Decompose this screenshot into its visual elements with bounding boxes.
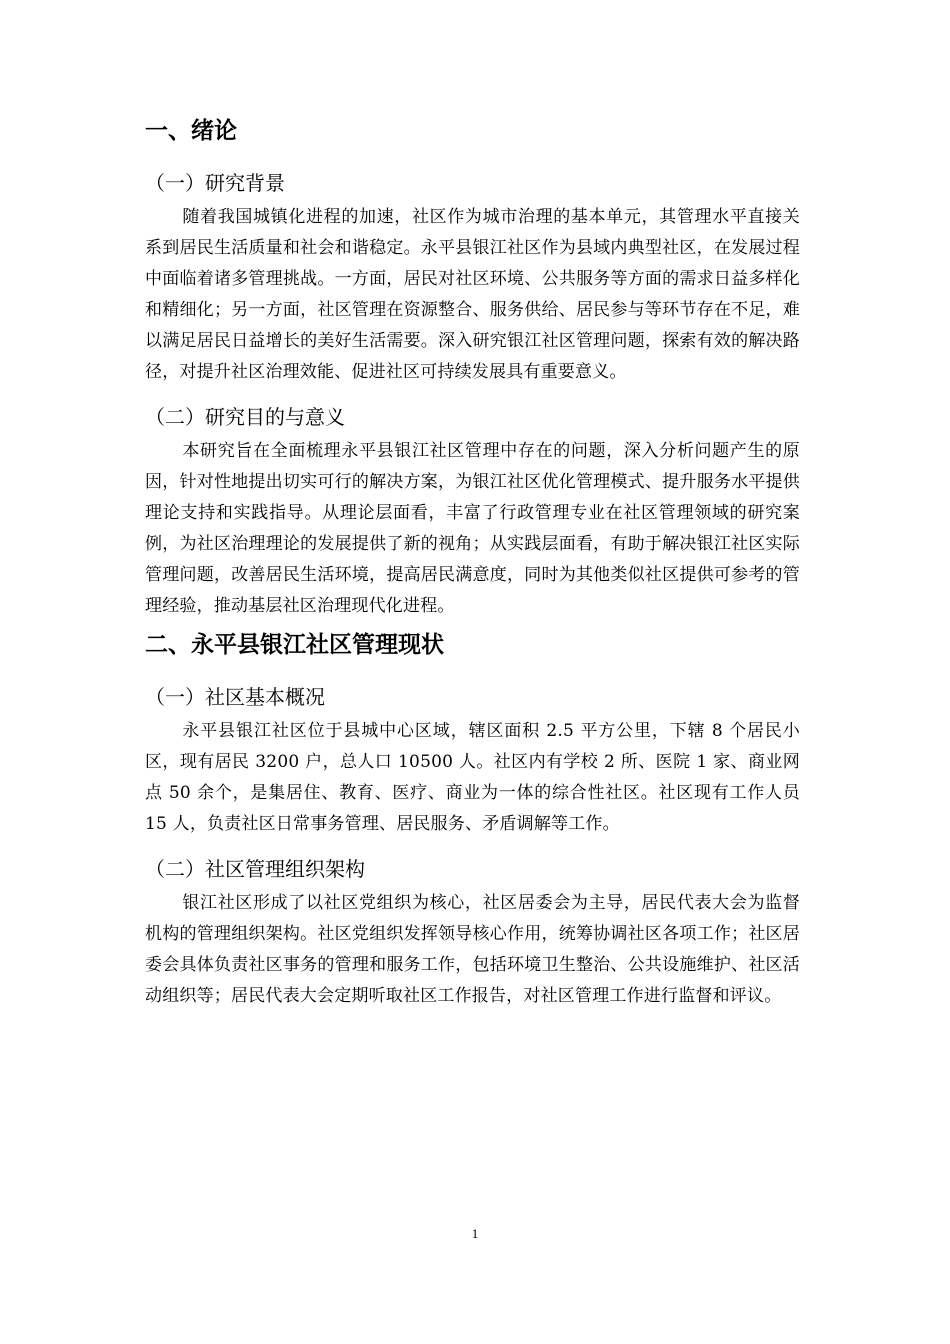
paragraph-purpose: 本研究旨在全面梳理永平县银江社区管理中存在的问题，深入分析问题产生的原因，针对性地提出切实可行的解决方案，为银江社区优化管理模式、提升服务水平提供理论支持和实践指导。从理论层面看，丰富了行政管理专业在社区管理领域的研究案例，为社区治理理论的发展提供了新的视角；从实践层面看，有助于解决银江社区实际管理问题，改善居民生活环境，提高居民满意度，同时为其他类似社区提供可参考的管理经验，推动基层社区治理现代化进程。 xyxy=(145,441,800,616)
paragraph-background: 随着我国城镇化进程的加速，社区作为城市治理的基本单元，其管理水平直接关系到居民生活质量和社会和谐稳定。永平县银江社区作为县域内典型社区，在发展过程中面临着诸多管理挑战。一方面，居民对社区环境、公共服务等方面的需求日益多样化和精细化；另一方面，社区管理在资源整合、服务供给、居民参与等环节存在不足，难以满足居民日益增长的美好生活需要。深入研究银江社区管理问题，探索有效的解决路径，对提升社区治理效能、促进社区可持续发展具有重要意义。 xyxy=(145,207,800,382)
page-number: 1 xyxy=(471,1226,479,1241)
subsection-title-background: （一）研究背景 xyxy=(145,171,285,195)
section-title-introduction: 一、绪论 xyxy=(145,118,237,144)
subsection-title-overview: （一）社区基本概况 xyxy=(145,685,325,709)
subsection-title-purpose: （二）研究目的与意义 xyxy=(145,405,345,429)
paragraph-overview: 永平县银江社区位于县城中心区域，辖区面积 2.5 平方公里，下辖 8 个居民小区，现有居民 3200 户，总人口 10500 人。社区内有学校 2 所、医院 1 家、商业网点 50 余个，是集居住、教育、医疗、商业为一体的综合性社区。社区现有工作人员 15 人，负责社区日常事务管理、居民服务、矛盾调解等工作。 xyxy=(145,721,800,834)
paragraph-organization: 银江社区形成了以社区党组织为核心，社区居委会为主导，居民代表大会为监督机构的管理组织架构。社区党组织发挥领导核心作用，统筹协调社区各项工作；社区居委会具体负责社区事务的管理和服务工作，包括环境卫生整治、公共设施维护、社区活动组织等；居民代表大会定期听取社区工作报告，对社区管理工作进行监督和评议。 xyxy=(145,893,800,1006)
document-body xyxy=(145,108,800,1012)
subsection-title-organization: （二）社区管理组织架构 xyxy=(145,857,365,881)
section-title-current-status: 二、永平县银江社区管理现状 xyxy=(145,632,444,658)
